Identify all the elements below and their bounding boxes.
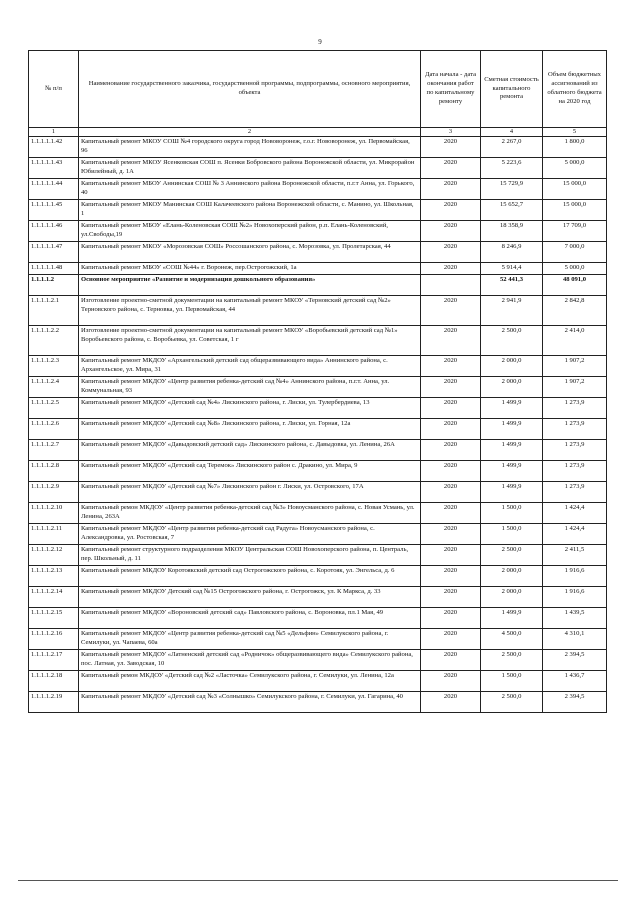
bottom-rule [18, 880, 618, 881]
row-budget: 15 000,0 [543, 179, 607, 200]
row-dates: 2020 [421, 356, 481, 377]
row-number: 1.1.1.1.2.8 [29, 461, 79, 482]
row-name: Капитальный ремонт структурного подразделения МКОУ Центральская СОШ Новохоперского района, п. Централь, пер. Школьный, д. 11 [79, 545, 421, 566]
row-cost: 18 358,9 [481, 221, 543, 242]
row-cost: 1 499,9 [481, 398, 543, 419]
row-dates: 2020 [421, 629, 481, 650]
table-row [29, 671, 607, 692]
row-cost: 2 500,0 [481, 545, 543, 566]
row-cost: 2 941,9 [481, 296, 543, 326]
row-budget: 15 000,0 [543, 200, 607, 221]
row-dates: 2020 [421, 482, 481, 503]
row-budget: 5 000,0 [543, 158, 607, 179]
row-cost: 4 500,0 [481, 629, 543, 650]
column-index-row [29, 128, 607, 137]
row-cost: 2 000,0 [481, 566, 543, 587]
row-name: Капитальный ремонт МКДОУ «Архангельский детский сад общеразвивающего вида» Аннинского района, с. Архангельское, ул. Мира, 31 [79, 356, 421, 377]
table-row [29, 326, 607, 356]
row-name: Капитальный ремонт МКДОУ «Центр развития ребенка-детский сад №4» Аннинского района, п.г.т. Анна, ул. Коммунальная, 93 [79, 377, 421, 398]
row-dates: 2020 [421, 221, 481, 242]
table-row [29, 356, 607, 377]
row-dates: 2020 [421, 419, 481, 440]
row-name: Капитальный ремонт МКДОУ «Детский сад №3 «Солнышко» Семилукского района, г. Семилуки, ул. Гагарина, 40 [79, 692, 421, 713]
row-budget: 1 439,5 [543, 608, 607, 629]
row-budget: 7 000,0 [543, 242, 607, 263]
table-row [29, 242, 607, 263]
column-index: 2 [79, 128, 421, 137]
row-cost: 2 000,0 [481, 377, 543, 398]
table-row [29, 440, 607, 461]
row-dates [421, 275, 481, 296]
row-number: 1.1.1.1.2.18 [29, 671, 79, 692]
row-name: Изготовление проектно-сметной документации на капитальный ремонт МКОУ «Терновский детский сад №2» Терновского района, с. Терновка, ул. Первомайская, 44 [79, 296, 421, 326]
table-row [29, 524, 607, 545]
row-dates: 2020 [421, 263, 481, 275]
row-budget: 2 394,5 [543, 650, 607, 671]
row-budget: 1 907,2 [543, 377, 607, 398]
row-number: 1.1.1.1.2.11 [29, 524, 79, 545]
row-budget: 1 436,7 [543, 671, 607, 692]
header-cost: Сметная стоимость капитального ремонта [481, 51, 543, 128]
row-number: 1.1.1.1.1.46 [29, 221, 79, 242]
row-cost: 5 914,4 [481, 263, 543, 275]
row-dates: 2020 [421, 692, 481, 713]
row-number: 1.1.1.1.2 [29, 275, 79, 296]
row-cost: 1 499,9 [481, 482, 543, 503]
row-dates: 2020 [421, 671, 481, 692]
table-row [29, 566, 607, 587]
row-budget: 2 414,0 [543, 326, 607, 356]
row-name: Капитальный ремонт МКДОУ «Вороновский детский сад» Павловского района, с. Вороновка, пл.1 Мая, 49 [79, 608, 421, 629]
row-name: Капитальный ремонт МКДОУ «Давыдовский детский сад» Лискинского района, с. Давыдовка, ул. Ленина, 26А [79, 440, 421, 461]
row-number: 1.1.1.1.1.43 [29, 158, 79, 179]
row-cost: 2 000,0 [481, 356, 543, 377]
row-number: 1.1.1.1.2.12 [29, 545, 79, 566]
row-cost: 15 729,9 [481, 179, 543, 200]
row-budget: 1 273,9 [543, 440, 607, 461]
row-cost: 2 500,0 [481, 692, 543, 713]
table-row [29, 461, 607, 482]
row-name: Основное мероприятие «Развитие и модернизация дошкольного образования» [79, 275, 421, 296]
row-number: 1.1.1.1.1.48 [29, 263, 79, 275]
row-budget: 2 411,5 [543, 545, 607, 566]
row-budget: 1 916,6 [543, 566, 607, 587]
row-dates: 2020 [421, 200, 481, 221]
table-row [29, 137, 607, 158]
row-dates: 2020 [421, 587, 481, 608]
row-number: 1.1.1.1.2.1 [29, 296, 79, 326]
row-name: Капитальный ремонт МКДОУ «Латненский детский сад «Родничок» общеразвивающего вида» Семилукского района, пос. Латная, ул. Заводская, 10 [79, 650, 421, 671]
table-row [29, 587, 607, 608]
row-name: Капитальный ремонт МКДОУ «Детский сад №4» Лискинского района, г. Лиски, ул. Тулербердиева, 13 [79, 398, 421, 419]
table-row [29, 296, 607, 326]
row-dates: 2020 [421, 398, 481, 419]
row-dates: 2020 [421, 650, 481, 671]
row-budget: 2 394,5 [543, 692, 607, 713]
table-row [29, 482, 607, 503]
row-number: 1.1.1.1.2.6 [29, 419, 79, 440]
row-dates: 2020 [421, 440, 481, 461]
row-cost: 15 652,7 [481, 200, 543, 221]
row-budget: 1 273,9 [543, 419, 607, 440]
row-number: 1.1.1.1.2.15 [29, 608, 79, 629]
column-index: 4 [481, 128, 543, 137]
row-name: Капитальный ремонт МКДОУ Детский сад №15 Острогожского района, г. Острогожск, ул. К Маркса, д. 33 [79, 587, 421, 608]
row-cost: 8 246,9 [481, 242, 543, 263]
row-dates: 2020 [421, 608, 481, 629]
row-name: Капитальный ремонт МКДОУ «Детский сад Теремок» Лискинского район с. Дракино, ул. Мира, 9 [79, 461, 421, 482]
row-cost: 2 500,0 [481, 650, 543, 671]
row-cost: 1 500,0 [481, 503, 543, 524]
row-dates: 2020 [421, 179, 481, 200]
row-budget: 1 273,9 [543, 461, 607, 482]
table-row [29, 200, 607, 221]
row-cost: 1 499,9 [481, 440, 543, 461]
row-name: Капитальный ремонт МКДОУ «Центр развития ребенка-детский сад №5 «Дельфин» Семилукского района, г. Семилуки, ул. Чапаева, 60а [79, 629, 421, 650]
row-name: Изготовление проектно-сметной документации на капитальный ремонт МКОУ «Воробьевский детский сад №1» Воробьевского района, с. Воробьевка, ул. Советская, 1 г [79, 326, 421, 356]
row-number: 1.1.1.1.2.3 [29, 356, 79, 377]
row-name: Капитальный ремонт МКДОУ «Центр развития ребенка-детский сад Радуга» Новоусманского района, с. Александровка, ул. Ростовская, 7 [79, 524, 421, 545]
row-number: 1.1.1.1.2.4 [29, 377, 79, 398]
row-budget: 5 000,0 [543, 263, 607, 275]
row-number: 1.1.1.1.1.45 [29, 200, 79, 221]
row-number: 1.1.1.1.1.44 [29, 179, 79, 200]
row-budget: 17 709,0 [543, 221, 607, 242]
row-number: 1.1.1.1.2.14 [29, 587, 79, 608]
table-row [29, 179, 607, 200]
table-row [29, 398, 607, 419]
row-name: Капитальный ремонт МКОУ «Морозовская СОШ» Россошанского района, с. Морозовка, ул. Пролетарская, 44 [79, 242, 421, 263]
row-name: Капитальный ремонт МБОУ Аннинская СОШ № 3 Аннинского района Воронежской области, п.г.т Анна, ул. Горького, 40 [79, 179, 421, 200]
row-number: 1.1.1.1.2.10 [29, 503, 79, 524]
table-row [29, 629, 607, 650]
table-header-row [29, 51, 607, 128]
page-number: 9 [318, 38, 322, 46]
row-budget: 1 907,2 [543, 356, 607, 377]
table-row [29, 221, 607, 242]
column-index: 3 [421, 128, 481, 137]
row-number: 1.1.1.1.2.17 [29, 650, 79, 671]
row-number: 1.1.1.1.1.42 [29, 137, 79, 158]
table-row [29, 692, 607, 713]
row-cost: 1 499,9 [481, 419, 543, 440]
row-dates: 2020 [421, 545, 481, 566]
row-number: 1.1.1.1.2.9 [29, 482, 79, 503]
table-row [29, 158, 607, 179]
row-cost: 1 500,0 [481, 671, 543, 692]
row-dates: 2020 [421, 137, 481, 158]
row-name: Капитальный ремон МКДОУ «Центр развития ребенка-детский сад №3» Новоусманского района, с. Новая Усмань, ул. Ленина, 263А [79, 503, 421, 524]
row-cost: 2 000,0 [481, 587, 543, 608]
row-name: Капитальный ремонт МКДОУ «Детский сад №7» Лискинского район г. Лиски, ул. Островского, 17А [79, 482, 421, 503]
row-cost: 2 500,0 [481, 326, 543, 356]
row-number: 1.1.1.1.2.13 [29, 566, 79, 587]
row-dates: 2020 [421, 566, 481, 587]
row-name: Капитальный ремонт МКОУ Ясенковская СОШ п. Ясенки Бобровского района Воронежской области, ул. Микрорайон Юбилейный, д. 1А [79, 158, 421, 179]
table-row [29, 377, 607, 398]
row-cost: 5 223,6 [481, 158, 543, 179]
row-dates: 2020 [421, 242, 481, 263]
capital-repair-table [28, 50, 607, 713]
row-budget: 2 842,8 [543, 296, 607, 326]
column-index: 5 [543, 128, 607, 137]
row-cost: 1 500,0 [481, 524, 543, 545]
table-row [29, 503, 607, 524]
row-dates: 2020 [421, 326, 481, 356]
row-name: Капитальный ремон МКДОУ «Детский сад №2 «Ласточка» Семилукского района, г. Семилуки, ул. Ленина, 12а [79, 671, 421, 692]
table-row [29, 419, 607, 440]
header-budget: Объем бюджетных ассигнований из облатного бюджета на 2020 год [543, 51, 607, 128]
row-number: 1.1.1.1.2.16 [29, 629, 79, 650]
row-budget: 4 310,1 [543, 629, 607, 650]
row-name: Капитальный ремонт МКОУ Манинская СОШ Калачеевского района Воронежской области, с. Манино, ул. Школьная, 1 [79, 200, 421, 221]
row-budget: 1 424,4 [543, 503, 607, 524]
row-number: 1.1.1.1.2.5 [29, 398, 79, 419]
column-index: 1 [29, 128, 79, 137]
row-cost: 2 267,0 [481, 137, 543, 158]
row-name: Капитальный ремонт МБОУ «Елань-Коленовская СОШ №2» Новохоперский район, р.п. Елань-Коленовский, ул.Свободы,19 [79, 221, 421, 242]
row-name: Капитальный ремонт МБОУ «СОШ №44» г. Воронеж, пер.Острогожский, 1а [79, 263, 421, 275]
row-dates: 2020 [421, 296, 481, 326]
table-body [29, 137, 607, 713]
row-budget: 1 800,0 [543, 137, 607, 158]
row-dates: 2020 [421, 461, 481, 482]
row-cost: 52 441,3 [481, 275, 543, 296]
row-budget: 48 091,0 [543, 275, 607, 296]
row-dates: 2020 [421, 503, 481, 524]
row-number: 1.1.1.1.1.47 [29, 242, 79, 263]
row-budget: 1 273,9 [543, 398, 607, 419]
table-row [29, 608, 607, 629]
table-row [29, 263, 607, 275]
header-name: Наименование государственного заказчика, государственной программы, подпрограммы, основного мероприятия, объекта [79, 51, 421, 128]
row-budget: 1 424,4 [543, 524, 607, 545]
header-dates: Дата начала - дата окончания работ по капитальному ремонту [421, 51, 481, 128]
header-number: № п/п [29, 51, 79, 128]
table-row [29, 275, 607, 296]
row-budget: 1 273,9 [543, 482, 607, 503]
row-budget: 1 916,6 [543, 587, 607, 608]
row-cost: 1 499,9 [481, 461, 543, 482]
row-dates: 2020 [421, 158, 481, 179]
row-number: 1.1.1.1.2.19 [29, 692, 79, 713]
table-row [29, 650, 607, 671]
row-number: 1.1.1.1.2.7 [29, 440, 79, 461]
row-cost: 1 499,9 [481, 608, 543, 629]
row-dates: 2020 [421, 524, 481, 545]
table-row [29, 545, 607, 566]
row-number: 1.1.1.1.2.2 [29, 326, 79, 356]
row-name: Капитальный ремонт МКОУ СОШ №4 городского округа город Нововоронеж, г.о.г. Нововоронеж, ул. Первомайская, 96 [79, 137, 421, 158]
row-dates: 2020 [421, 377, 481, 398]
row-name: Капитальный ремонт МКДОУ «Детский сад №8» Лискинского района, г. Лиски, ул. Горная, 12а [79, 419, 421, 440]
row-name: Капитальный ремонт МКДОУ Коротоякский детский сад Острогожского района, с. Коротояк, ул. Энгельса, д. 6 [79, 566, 421, 587]
